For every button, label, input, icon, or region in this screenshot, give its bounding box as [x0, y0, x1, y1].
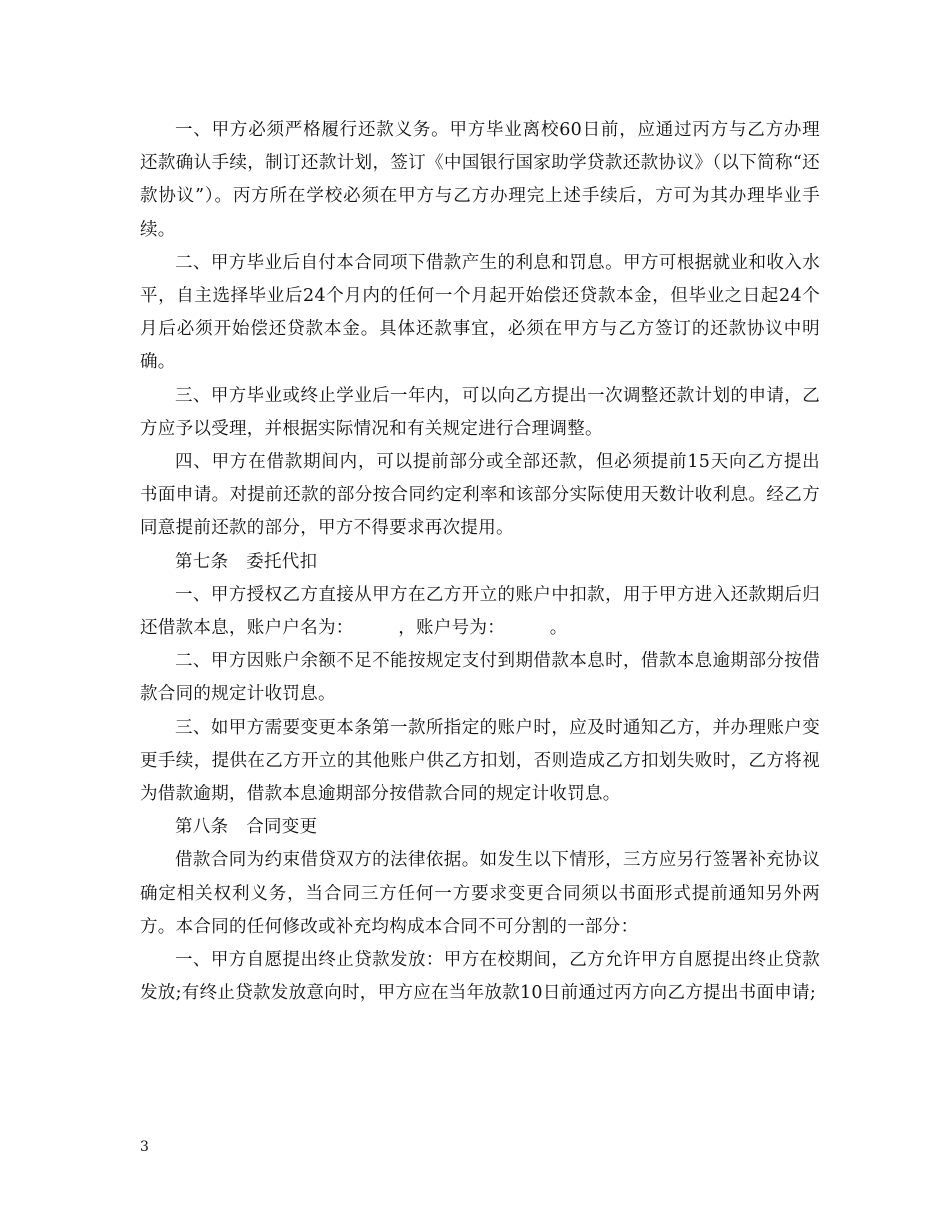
page-number: 3 — [140, 1139, 149, 1155]
paragraph-contract-change: 借款合同为约束借贷双方的法律依据。如发生以下情形，三方应另行签署补充协议确定相关权利义务，当合同三方任何一方要求变更合同须以书面形式提前通知另外两方。本合同的任何修改或补充均构成本合同不可分割的一部分： — [140, 850, 820, 937]
paragraph-plan-adjustment: 三、甲方毕业或终止学业后一年内，可以向乙方提出一次调整还款计划的申请，乙方应予以受理，并根据实际情况和有关规定进行合理调整。 — [140, 385, 820, 439]
article-7-heading: 第七条 委托代扣 — [175, 551, 318, 572]
paragraph-account-authorization: 一、甲方授权乙方直接从甲方在乙方开立的账户中扣款，用于甲方进入还款期后归还借款本息，账户户名为： ，账户号为： 。 — [140, 584, 820, 639]
paragraph-early-repayment: 四、甲方在借款期间内，可以提前部分或全部还款，但必须提前15天向乙方提出书面申请。对提前还款的部分按合同约定利率和该部分实际使用天数计收利息。经乙方同意提前还款的部分，甲方不得要求再次提用。 — [140, 452, 820, 539]
paragraph-insufficient-balance: 二、甲方因账户余额不足不能按规定支付到期借款本息时，借款本息逾期部分按借款合同的规定计收罚息。 — [140, 651, 820, 705]
article-8-heading: 第八条 合同变更 — [175, 817, 318, 838]
paragraph-terminate-disbursement: 一、甲方自愿提出终止贷款发放：甲方在校期间，乙方允许甲方自愿提出终止贷款发放;有终止贷款发放意向时，甲方应在当年放款10日前通过丙方向乙方提出书面申请; — [140, 950, 820, 1004]
paragraph-account-change: 三、如甲方需要变更本条第一款所指定的账户时，应及时通知乙方，并办理账户变更手续，提供在乙方开立的其他账户供乙方扣划，否则造成乙方扣划失败时，乙方将视为借款逾期，借款本息逾期部分按借款合同的规定计收罚息。 — [140, 717, 820, 805]
document-body — [140, 114, 820, 1010]
paragraph-repayment-obligation: 一、甲方必须严格履行还款义务。甲方毕业离校60日前，应通过丙方与乙方办理还款确认手续，制订还款计划，签订《中国银行国家助学贷款还款协议》（以下简称“还款协议”）。丙方所在学校必须在甲方与乙方办理完上述手续后，方可为其办理毕业手续。 — [140, 120, 820, 240]
paragraph-interest-payment: 二、甲方毕业后自付本合同项下借款产生的利息和罚息。甲方可根据就业和收入水平，自主选择毕业后24个月内的任何一个月起开始偿还贷款本金，但毕业之日起24个月后必须开始偿还贷款本金。具体还款事宜，必须在甲方与乙方签订的还款协议中明确。 — [140, 252, 820, 373]
